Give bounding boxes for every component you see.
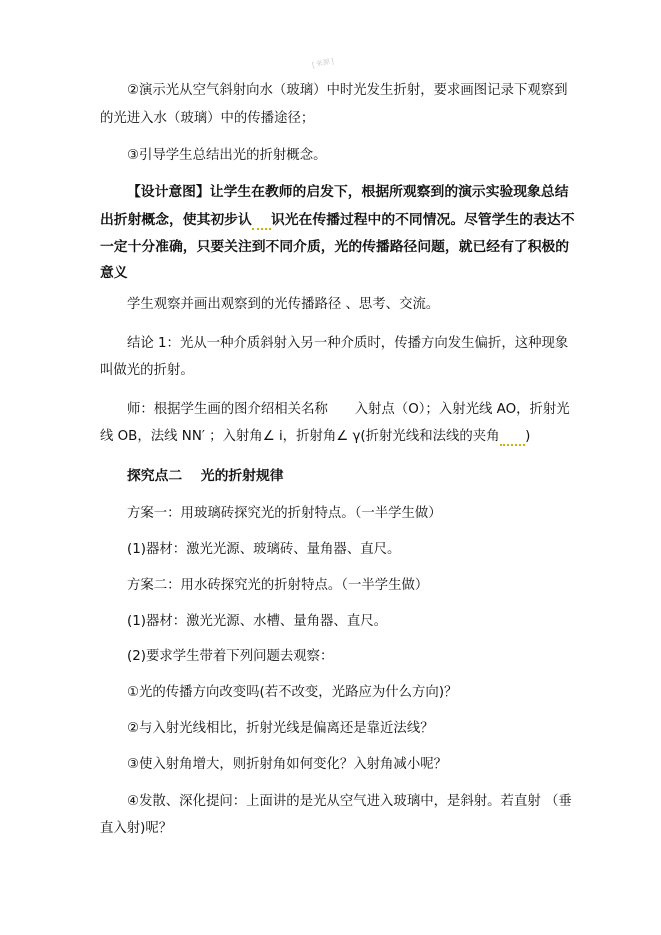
text-line: 方案一：用玻璃砖探究光的折射特点。（一半学生做） <box>127 506 442 521</box>
question-line: ②与入射光线相比，折射光线是偏离还是靠近法线？ <box>127 721 434 736</box>
text-line: (1)器材：激光光源、水槽、量角器、直尺。 <box>127 614 387 629</box>
annotation-mark <box>500 429 526 446</box>
text-line: 的光进入水（玻璃）中的传播途径； <box>100 111 315 126</box>
conclusion-line: 结论 1：光从一种介质斜射入另一种介质时，传播方向发生偏折，这种现象 <box>127 336 569 351</box>
text-segment: ) <box>525 429 531 444</box>
text-line: 学生观察并画出观察到的光传播路径 、思考、交流。 <box>127 297 440 312</box>
design-intent-line <box>100 211 575 229</box>
teacher-line <box>127 401 570 419</box>
design-intent-line: 一定十分准确，只要关注到不同介质，光的传播路径问题，就已经有了积极的 <box>100 239 570 255</box>
question-line: 直入射)呢？ <box>100 821 173 836</box>
text-line: ③引导学生总结出光的折射概念。 <box>127 148 327 163</box>
design-intent-line: 意义 <box>100 265 128 281</box>
text-line: (2)要求学生带着下列问题去观察： <box>127 649 334 664</box>
text-segment: 入射点（O）；入射光线 AO，折射光 <box>354 402 570 417</box>
text-line: (1)器材：激光光源、玻璃砖、量角器、直尺。 <box>127 542 401 557</box>
annotation-mark <box>252 212 271 230</box>
conclusion-line: 叫做光的折射。 <box>100 363 194 378</box>
design-intent-line: 【设计意图】让学生在教师的启发下，根据所观察到的演示实验现象总结 <box>127 184 569 200</box>
text-line: ②演示光从空气斜射向水（玻璃）中时光发生折射，要求画图记录下观察到 <box>127 83 568 98</box>
question-line: ①光的传播方向改变吗(若不改变，光路应为什么方向)？ <box>127 685 458 700</box>
teacher-line <box>100 428 530 446</box>
question-line: ③使入射角增大，则折射角如何变化？入射角减小呢？ <box>127 757 447 772</box>
section-heading: 探究点二 光的折射规律 <box>127 468 284 484</box>
watermark: [ 来源 ] <box>311 57 335 70</box>
text-line: 方案二：用水砖探究光的折射特点。（一半学生做） <box>127 578 429 593</box>
question-line: ④发散、深化提问：上面讲的是光从空气进入玻璃中，是斜射。若直射 （垂 <box>127 794 572 809</box>
text-segment: 出折射概念，使其初步认 <box>100 212 252 228</box>
text-segment: 识光在传播过程中的不同情况。尽管学生的表达不 <box>270 212 575 228</box>
text-segment: 线 OB，法线 NN′ ；入射角∠ i，折射角∠ γ(折射光线和法线的夹角 <box>100 429 500 444</box>
text-segment: 师：根据学生画的图介绍相关名称 <box>127 402 328 417</box>
